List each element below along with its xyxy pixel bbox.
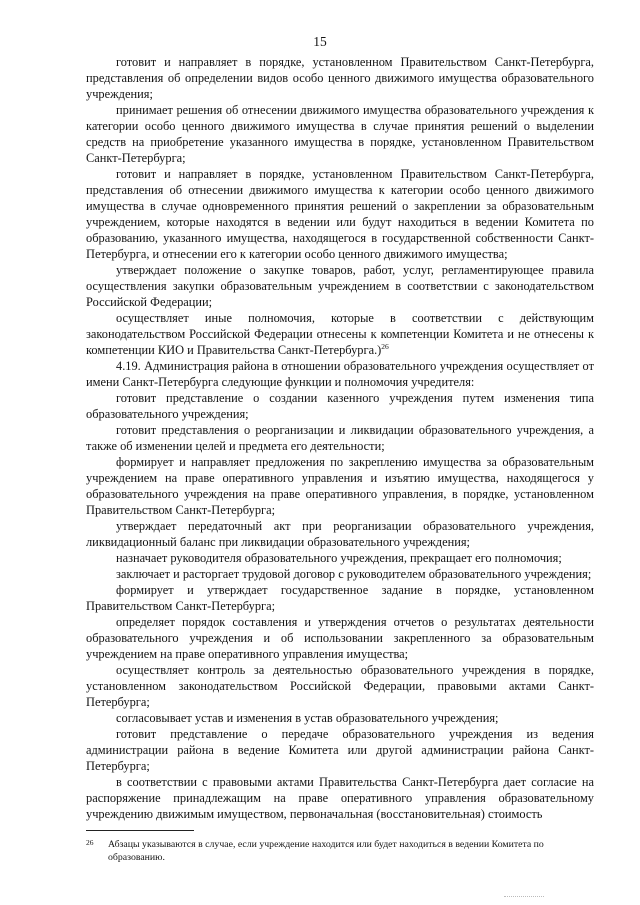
- paragraph: осуществляет контроль за деятельностью образовательного учреждения в порядке, установленном законодательством Российской Федерации, правовыми актами Санкт-Петербурга;: [86, 663, 594, 709]
- paragraph: готовит представления о реорганизации и ликвидации образовательного учреждения, а также об изменении целей и предмета его деятельности;: [86, 423, 594, 453]
- paragraph: в соответствии с правовыми актами Правительства Санкт-Петербурга дает согласие на распоряжение принадлежащим на праве оперативного управления образовательному учреждению движимым имуществом, первоначальная (восстановительная) стоимость: [86, 775, 594, 821]
- paragraph: готовит представление о передаче образовательного учреждения из ведения администрации района в ведение Комитета или другой администрации района Санкт-Петербурга;: [86, 727, 594, 773]
- paragraph: утверждает передаточный акт при реорганизации образовательного учреждения, ликвидационный баланс при ликвидации образовательного учреждения;: [86, 519, 594, 549]
- page-number: 15: [313, 34, 327, 49]
- footnote-reference[interactable]: 26: [381, 341, 389, 351]
- paragraph: осуществляет иные полномочия, которые в соответствии с действующим законодательством Российской Федерации отнесены к компетенции Комитета и не отнесены к компетенции КИО и Правительства Санкт-Петербурга.)$^{26}$: [86, 311, 594, 357]
- footnote-mark: 26: [86, 838, 94, 847]
- paragraph: определяет порядок составления и утверждения отчетов о результатах деятельности образовательного учреждения и об использовании закрепленного за образовательным учреждением на праве оперативного управления имущества;: [86, 615, 594, 661]
- section-heading-paragraph: 4.19. Администрация района в отношении образовательного учреждения осуществляет от имени Санкт-Петербурга следующие функции и полномочия учредителя:: [86, 359, 594, 389]
- footnote: [86, 838, 594, 864]
- paragraph: заключает и расторгает трудовой договор с руководителем образовательного учреждения;: [116, 567, 592, 581]
- paragraph: готовит и направляет в порядке, установленном Правительством Санкт-Петербурга, представления об отнесении движимого имущества к категории особо ценного движимого имущества в случае одновременного принятия решений о закреплении за образовательным учреждением, которые находятся в ведении или будут находиться в ведении Комитета по образованию, указанного имущества, находящегося в государственной собственности Санкт-Петербурга, и отнесении его к категории особо ценного движимого имущества;: [86, 167, 594, 261]
- paragraph: принимает решения об отнесении движимого имущества образовательного учреждения к категории особо ценного движимого имущества в случае принятия решений о выделении средств на приобретение указанного имущества в порядке, установленном Правительством Санкт-Петербурга;: [86, 103, 594, 165]
- paragraph: формирует и направляет предложения по закреплению имущества за образовательным учреждением на праве оперативного управления и изъятию имущества, находящегося у образовательного учреждения на праве оперативного управления, в порядке, установленном Правительством Санкт-Петербурга;: [86, 455, 594, 517]
- paragraph: утверждает положение о закупке товаров, работ, услуг, регламентирующее правила осуществления закупки образовательным учреждением в соответствии с законодательством Российской Федерации;: [86, 263, 594, 309]
- paragraph: назначает руководителя образовательного учреждения, прекращает его полномочия;: [116, 551, 562, 565]
- paragraph: готовит представление о создании казенного учреждения путем изменения типа образовательного учреждения;: [86, 391, 594, 421]
- footnote-text: Абзацы указываются в случае, если учреждение находится или будет находиться в ведении Комитета по образованию.: [108, 839, 544, 863]
- scan-artifact-divider: [504, 896, 544, 897]
- footnote-separator: [86, 830, 194, 831]
- paragraph: формирует и утверждает государственное задание в порядке, установленном Правительством Санкт-Петербурга;: [86, 583, 594, 613]
- document-body: [86, 54, 594, 822]
- paragraph: согласовывает устав и изменения в устав образовательного учреждения;: [116, 711, 499, 725]
- paragraph: готовит и направляет в порядке, установленном Правительством Санкт-Петербурга, представления об определении видов особо ценного движимого имущества образовательного учреждения;: [86, 55, 594, 101]
